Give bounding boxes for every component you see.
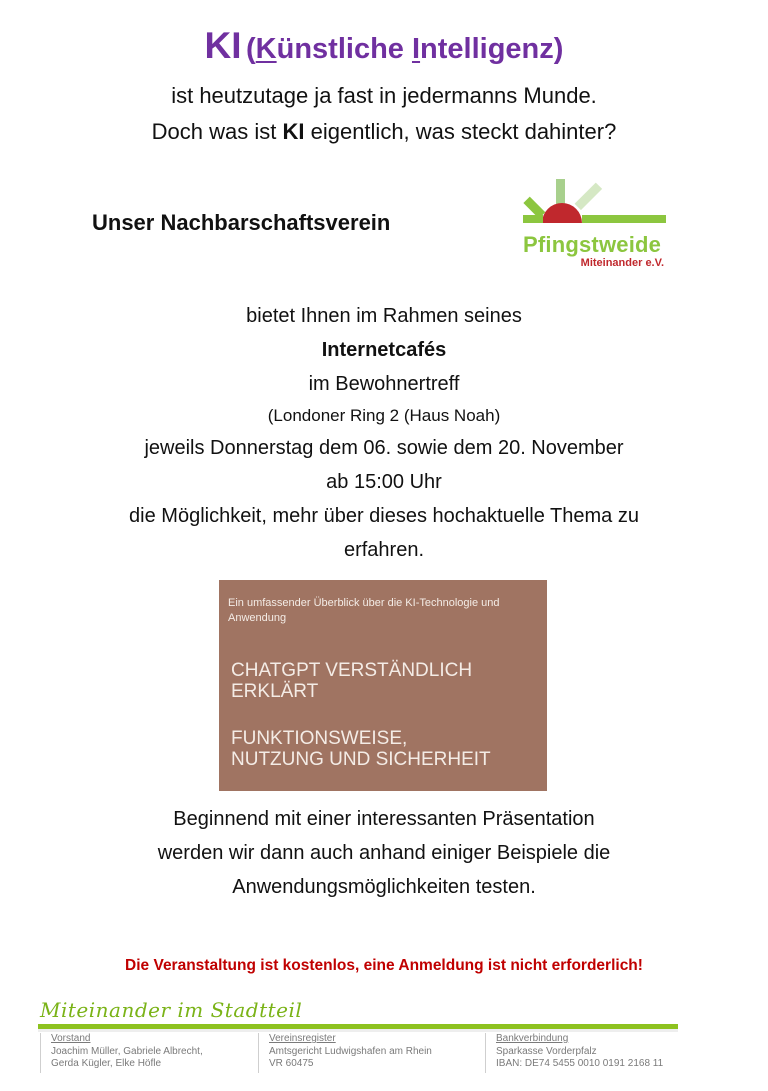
- card-subtitle: Ein umfassender Überblick über die KI-Technologie und Anwendung: [228, 597, 500, 624]
- event-line: erfahren.: [343, 539, 425, 561]
- sun-logo-icon: [520, 177, 670, 237]
- event-venue: Internetcafés: [321, 339, 447, 361]
- event-time: ab 15:00 Uhr: [326, 471, 442, 493]
- pfingstweide-logo: [520, 177, 670, 272]
- logo-subtitle: Miteinander e.V.: [580, 257, 664, 269]
- card-heading-1: CHATGPT VERSTÄNDLICH ERKLÄRT: [231, 660, 473, 702]
- footer-divider-shadow: [38, 1029, 678, 1032]
- verein-label: Unser Nachbarschaftsverein: [92, 210, 391, 235]
- body-line: Beginnend mit einer interessanten Präsentation: [173, 808, 595, 830]
- title-expansion: (Künstliche Intelligenz): [246, 33, 564, 65]
- body-line: werden wir dann auch anhand einiger Beispiele die: [157, 842, 611, 864]
- intro-line-1: ist heutzutage ja fast in jedermanns Munde.: [171, 83, 597, 108]
- intro-line-2: Doch was ist KI eigentlich, was steckt dahinter?: [151, 119, 617, 144]
- footer-col-vorstand: Vorstand Joachim Müller, Gabriele Albrecht, Gerda Kügler, Elke Höfle: [40, 1033, 260, 1073]
- footer-col-vereinsregister: Vereinsregister Amtsgericht Ludwigshafen am Rhein VR 60475: [258, 1033, 486, 1073]
- event-line: im Bewohnertreff: [308, 373, 460, 395]
- card-heading-2: FUNKTIONSWEISE, NUTZUNG UND SICHERHEIT: [231, 728, 491, 770]
- footer-col-bankverbindung: Bankverbindung Sparkasse Vorderpfalz IBAN: DE74 5455 0010 0191 2168 11: [485, 1033, 685, 1073]
- event-line: bietet Ihnen im Rahmen seines: [246, 305, 522, 327]
- event-dates: jeweils Donnerstag dem 06. sowie dem 20. November: [144, 437, 624, 459]
- event-line: die Möglichkeit, mehr über dieses hochaktuelle Thema zu: [129, 505, 639, 527]
- body-line: Anwendungsmöglichkeiten testen.: [232, 876, 536, 898]
- free-event-notice: Die Veranstaltung ist kostenlos, eine Anmeldung ist nicht erforderlich!: [125, 957, 643, 974]
- footer-slogan: Miteinander im Stadtteil: [40, 998, 303, 1022]
- title-ki: KI: [204, 25, 242, 66]
- logo-name: Pfingstweide: [523, 232, 662, 257]
- page-title: [0, 25, 768, 67]
- chatgpt-info-card: [219, 580, 547, 791]
- event-address: (Londoner Ring 2 (Haus Noah): [267, 406, 501, 425]
